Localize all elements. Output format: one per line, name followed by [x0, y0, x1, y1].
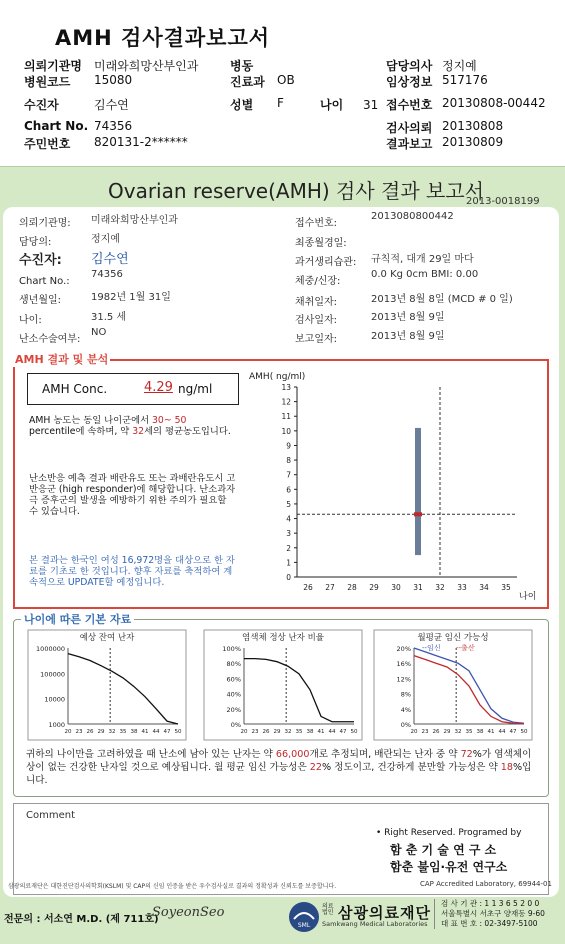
- y-tick-label: 5: [286, 499, 291, 509]
- field-value: 20130808: [442, 119, 504, 133]
- mini-x-label: 50: [174, 729, 182, 735]
- field-value: 미래와희망산부인과: [91, 215, 178, 226]
- lab-name-1: 함 춘 기 술 연 구 소: [390, 843, 497, 857]
- y-tick-label: 10: [281, 426, 291, 436]
- org-logo-icon: [288, 901, 320, 933]
- mini-x-label: 50: [520, 729, 528, 735]
- header-field: [386, 73, 488, 90]
- y-tick-label: 0: [286, 573, 291, 582]
- field-key: 수진자: [24, 98, 59, 112]
- field-key: 보고일자:: [295, 334, 338, 345]
- mini-y-label: 40%: [226, 690, 241, 699]
- sum-h: 18: [500, 762, 513, 773]
- field-key: 성별: [230, 98, 254, 112]
- legend-pregnancy: --임신: [422, 644, 441, 652]
- summary-text: [26, 748, 538, 787]
- report-field: [19, 308, 127, 327]
- age-field: [320, 96, 378, 113]
- report-body: [3, 207, 559, 897]
- field-value: 20130809: [442, 135, 504, 149]
- x-tick-label: 34: [479, 583, 489, 592]
- mini-x-label: 47: [339, 729, 347, 735]
- mini-x-label: 26: [86, 729, 94, 735]
- mini-y-label: 10000: [44, 695, 65, 704]
- mini-x-label: 35: [295, 729, 303, 735]
- x-tick-label: 33: [457, 583, 467, 592]
- field-value: 74356: [91, 269, 123, 280]
- field-value: 2013년 8월 9일: [371, 331, 445, 342]
- mini-y-label: 100000: [40, 670, 65, 679]
- svg-text:SML: SML: [297, 922, 311, 929]
- mini-x-label: 41: [317, 729, 325, 735]
- field-value: 규칙적, 대개 29일 마다: [371, 254, 474, 265]
- field-key: 수진자:: [19, 253, 62, 268]
- report-field: [19, 230, 120, 249]
- field-key: 담당의:: [19, 237, 52, 248]
- field-value: 0.0 Kg 0cm BMI: 0.00: [371, 269, 479, 280]
- percentile-text: [29, 415, 234, 437]
- mini-y-label: 60%: [226, 675, 241, 684]
- field-value: 정지예: [442, 59, 477, 73]
- amh-conc-box: [27, 373, 239, 405]
- mini-x-label: 38: [476, 729, 484, 735]
- header-field: [386, 135, 504, 152]
- mini-x-label: 47: [509, 729, 517, 735]
- sum-d: 72: [460, 749, 473, 760]
- org-name-en: Samkwang Medical Laboratories: [322, 920, 428, 928]
- mini-chart-title: 월평균 임신 가능성: [417, 633, 489, 643]
- mini-y-label: 8%: [400, 690, 411, 699]
- sum-e: %가 염색체이상이 없는 건강한 난자일 것으로 예상됩니다. 월 평균 임신 가능성은: [26, 749, 532, 773]
- field-key: 접수번호: [386, 98, 433, 112]
- sum-b: 66,000: [275, 749, 310, 760]
- mini-x-label: 47: [163, 729, 171, 735]
- report-field: [19, 211, 178, 230]
- mini-x-label: 44: [498, 729, 506, 735]
- header-field: [24, 73, 133, 90]
- field-value: 김수연: [91, 252, 129, 267]
- field-key: Chart No.: [24, 119, 89, 133]
- mini-x-label: 20: [240, 729, 248, 735]
- x-tick-label: 27: [325, 583, 335, 592]
- mini-chart-title: 예상 잔여 난자: [79, 633, 135, 643]
- legend-birth: --출산: [456, 644, 475, 652]
- report-field: [19, 249, 129, 268]
- mini-x-label: 26: [262, 729, 270, 735]
- mini-y-label: 0%: [400, 721, 411, 729]
- field-key: 진료과: [230, 75, 265, 89]
- y-tick-label: 7: [286, 470, 291, 480]
- field-value: 517176: [442, 73, 488, 87]
- amh-result-box: [13, 359, 549, 609]
- x-axis-label: 나이: [519, 592, 537, 602]
- field-value: OB: [277, 73, 295, 87]
- mini-x-label: 26: [432, 729, 440, 735]
- field-key: 의뢰기관명:: [19, 218, 71, 229]
- amh-age-chart: [245, 367, 537, 603]
- field-value: 820131-2******: [94, 135, 188, 149]
- mini-x-label: 35: [465, 729, 473, 735]
- mini-y-label: 100%: [222, 645, 241, 653]
- mini-y-label: 1000: [48, 721, 65, 729]
- field-key: 의뢰기관명: [24, 59, 82, 73]
- amh-point: [414, 512, 422, 516]
- comment-label: Comment: [26, 810, 75, 821]
- field-key: 임상정보: [386, 75, 433, 89]
- header-field: [24, 96, 129, 113]
- report-field: [295, 290, 513, 309]
- p1a: AMH 농도는 동일 나이군에서: [29, 415, 150, 426]
- field-value: 1982년 1월 31일: [91, 292, 171, 303]
- mini-chart-title: 염색체 정상 난자 비율: [241, 633, 325, 643]
- mini-y-label: 12%: [396, 675, 411, 684]
- x-tick-label: 32: [435, 583, 445, 592]
- report-field: [19, 269, 123, 288]
- field-key: 결과보고: [386, 137, 433, 151]
- header-field: [24, 135, 188, 152]
- org-info-line: 서울특별시 서초구 양재동 9-60: [441, 909, 545, 918]
- mini-x-label: 38: [130, 729, 138, 735]
- x-tick-label: 30: [391, 583, 401, 592]
- y-tick-label: 12: [281, 397, 291, 407]
- report-field: [295, 308, 445, 327]
- field-key: 검사일자:: [295, 315, 338, 326]
- mini-x-label: 44: [152, 729, 160, 735]
- field-value: F: [277, 96, 284, 110]
- mini-y-label: 1000000: [36, 645, 65, 653]
- y-tick-label: 13: [281, 383, 291, 392]
- org-type: 의료법인: [322, 903, 334, 916]
- p1b: 30~ 50: [152, 415, 187, 426]
- report-field: [295, 231, 347, 250]
- x-tick-label: 28: [347, 583, 357, 592]
- mini-y-label: 16%: [396, 660, 411, 669]
- header-field: [24, 57, 199, 74]
- rights-text: • Right Reserved. Programed by: [376, 828, 522, 838]
- field-key: 검사의뢰: [386, 121, 433, 135]
- amh-conc-label: AMH Conc.: [42, 382, 108, 396]
- mini-x-label: 32: [454, 729, 462, 735]
- field-key: 병원코드: [24, 75, 71, 89]
- mini-x-label: 41: [141, 729, 149, 735]
- header-field: [24, 119, 133, 133]
- response-text: 난소반응 예측 결과 배란유도 또는 과배란유도시 고반응군 (high responder)에 해당합니다. 난소과자극 증후군의 발생을 예방하기 위한 주의가 필요할 수 있습니다.: [29, 473, 236, 517]
- mini-x-label: 32: [108, 729, 116, 735]
- mini-x-label: 23: [251, 729, 259, 735]
- x-tick-label: 29: [369, 583, 379, 592]
- header-field: [386, 96, 546, 113]
- p1c: percentile에 속하며, 약: [29, 426, 130, 437]
- x-tick-label: 26: [303, 583, 313, 592]
- mini-x-label: 32: [284, 729, 292, 735]
- age-value: 31: [363, 98, 379, 112]
- mini-y-label: 20%: [396, 645, 411, 653]
- org-info-line: 대 표 번 호 : 02-3497-5100: [441, 919, 538, 928]
- field-value: 20130808-00442: [442, 96, 546, 110]
- x-tick-label: 31: [413, 583, 423, 592]
- field-key: 채취일자:: [295, 297, 338, 308]
- doctor-signature: SoyeonSeo: [152, 905, 225, 920]
- field-key: 난소수술여부:: [19, 334, 81, 345]
- amh-conc-unit: ng/ml: [178, 382, 213, 396]
- fine-print: 삼광의료재단은 대한진단검사의학회(KSLM) 및 CAP의 신임 인증을 받은 우수검사실로 결과의 정확성과 신뢰도를 보증합니다.: [8, 883, 337, 890]
- mini-x-label: 23: [75, 729, 83, 735]
- header-field: [386, 119, 504, 136]
- sum-f: 22: [309, 762, 323, 773]
- field-key: Chart No.:: [19, 276, 70, 287]
- amh-conc-value: 4.29: [144, 380, 173, 395]
- mini-y-label: 80%: [226, 660, 241, 669]
- org-info: [434, 899, 545, 929]
- report-title: Ovarian reserve(AMH) 검사 결과 보고서: [108, 179, 484, 203]
- lab-name-2: 함춘 불임·유전 연구소: [390, 860, 508, 874]
- report-field: [19, 327, 107, 346]
- y-tick-label: 1: [286, 558, 291, 568]
- report-field: [295, 269, 479, 288]
- y-tick-label: 2: [286, 543, 291, 553]
- mini-y-label: 4%: [400, 705, 411, 714]
- amh-section-title: AMH 결과 및 분석: [15, 353, 109, 366]
- field-key: 접수번호:: [295, 218, 338, 229]
- y-tick-label: 4: [286, 514, 291, 524]
- header-field: [230, 57, 253, 74]
- field-value: 미래와희망산부인과: [94, 59, 199, 73]
- y-tick-label: 11: [281, 412, 291, 422]
- field-key: 주민번호: [24, 137, 71, 151]
- field-value: 15080: [94, 73, 133, 87]
- mini-x-label: 20: [410, 729, 418, 735]
- sum-a: 귀하의 나이만을 고려하였을 때 난소에 남아 있는 난자는 약: [26, 749, 273, 760]
- field-key: 병동: [230, 59, 254, 73]
- report-field: [295, 327, 445, 346]
- header-field: [230, 73, 295, 90]
- header-field: [386, 57, 477, 74]
- sum-g: % 정도이고, 건강하게 분만할 가능성은 약: [322, 762, 498, 773]
- report-panel: [0, 166, 565, 944]
- field-key: 담당의사: [386, 59, 433, 73]
- field-value: 정지예: [91, 234, 120, 245]
- mini-x-label: 50: [350, 729, 358, 735]
- field-key: 생년월일:: [19, 295, 62, 306]
- field-key: 최종월경일:: [295, 238, 347, 249]
- mini-x-label: 20: [64, 729, 72, 735]
- amh-chart-title: AMH( ng/ml): [249, 372, 306, 382]
- field-value: 74356: [94, 119, 133, 133]
- mini-x-label: 23: [421, 729, 429, 735]
- mini-x-label: 38: [306, 729, 314, 735]
- field-value: 2013년 8월 8일 (MCD # 0 일): [371, 294, 513, 305]
- mini-y-label: 0%: [230, 721, 241, 729]
- y-tick-label: 6: [286, 485, 291, 495]
- p1e: 세의 평균농도입니다.: [144, 426, 231, 437]
- mini-y-label: 20%: [226, 705, 241, 714]
- field-value: 2013080800442: [371, 211, 454, 222]
- y-tick-label: 3: [286, 529, 291, 539]
- y-tick-label: 8: [286, 456, 291, 466]
- range-bar: [415, 428, 421, 555]
- field-key: 과거생리습관:: [295, 257, 357, 268]
- mini-x-label: 35: [119, 729, 127, 735]
- sum-i: %입니다.: [26, 762, 532, 786]
- age-section-title: 나이에 따른 기본 자료: [21, 611, 134, 627]
- age-charts: [14, 626, 548, 746]
- field-value: 31.5 세: [91, 312, 127, 323]
- mini-x-label: 44: [328, 729, 336, 735]
- report-field: [19, 288, 171, 307]
- y-tick-label: 9: [286, 441, 291, 451]
- header-field: [230, 96, 284, 113]
- mini-x-label: 29: [443, 729, 451, 735]
- page-title: AMH 검사결과보고서: [55, 26, 271, 50]
- mini-x-label: 41: [487, 729, 495, 735]
- sum-c: 개로 추정되며, 배란되는 난자 중 약: [309, 749, 458, 760]
- field-key: 체중/신장:: [295, 276, 341, 287]
- report-field: [295, 211, 454, 230]
- data-note: 본 결과는 한국인 여성 16,972명을 대상으로 한 자료를 기초로 한 것입니다. 향후 자료를 축적하여 계속적으로 UPDATE할 예정입니다.: [29, 555, 235, 588]
- org-name: 삼광의료재단: [338, 904, 431, 922]
- mini-x-label: 29: [273, 729, 281, 735]
- age-data-box: [13, 619, 549, 797]
- report-number: 2013-0018199: [466, 196, 540, 207]
- p1d: 32: [132, 426, 145, 437]
- mini-x-label: 29: [97, 729, 105, 735]
- age-key: 나이: [320, 98, 344, 112]
- doctor-name: 전문의 : 서소연 M.D. (제 711호): [4, 914, 159, 925]
- org-info-line: 검 사 기 관 : 1 1 3 6 5 2 0 0: [441, 899, 540, 908]
- cap-text: CAP Accredited Laboratory, 69944-01: [420, 880, 552, 888]
- field-value: 2013년 8월 9일: [371, 312, 445, 323]
- field-value: 김수연: [94, 98, 129, 112]
- x-tick-label: 35: [501, 583, 511, 592]
- field-key: 나이:: [19, 315, 42, 326]
- field-value: NO: [91, 327, 107, 338]
- report-field: [295, 250, 474, 269]
